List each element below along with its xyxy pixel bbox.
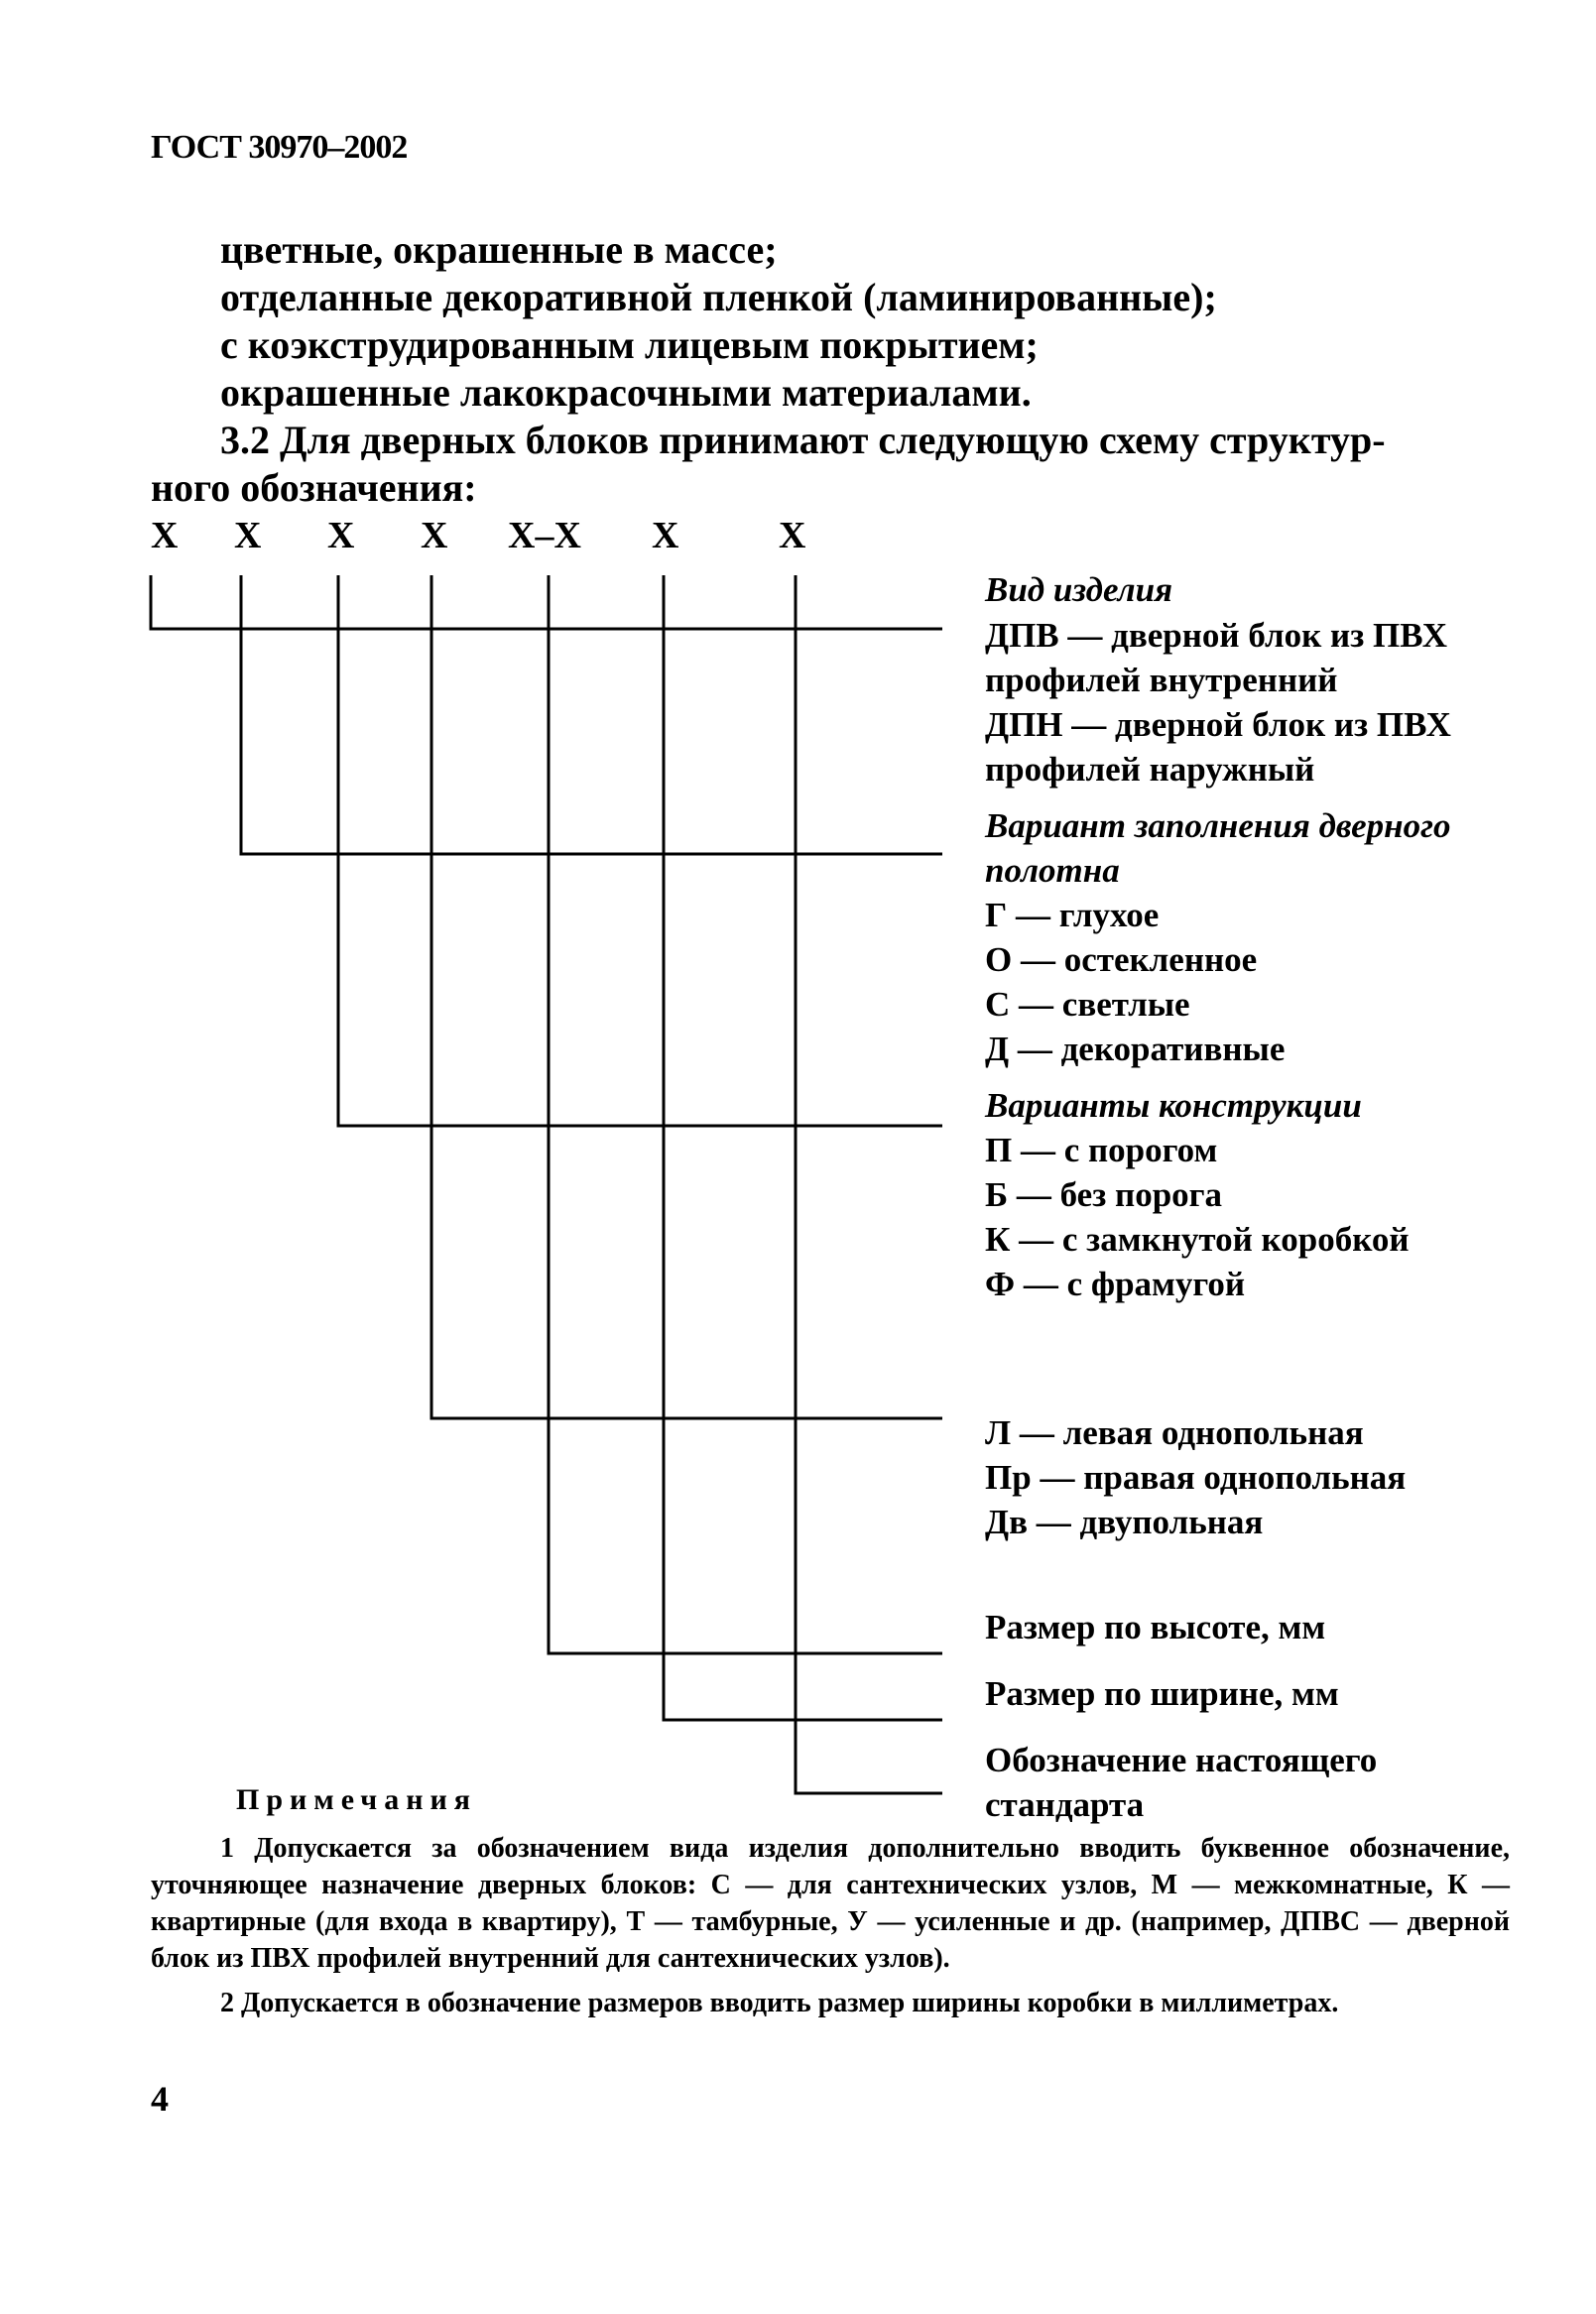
legend-item: Дв — двупольная [985, 1503, 1264, 1541]
scheme-symbol: X [327, 515, 355, 556]
legend-width: Размер по ширине, мм [985, 1674, 1339, 1713]
legend-item: С — светлые [985, 985, 1190, 1024]
legend-item: К — с замкнутой коробкой [985, 1220, 1410, 1259]
intro-line-4: окрашенные лакокрасочными материалами. [220, 370, 1032, 415]
notes-title: Примечания [236, 1783, 478, 1816]
connector-width [664, 575, 942, 1720]
legend-design-heading: Варианты конструкции [985, 1086, 1362, 1125]
intro-line-3: с коэкструдированным лицевым покрытием; [220, 322, 1039, 367]
note-1: 1 Допускается за обозначением вида изделия дополнительно вводить буквенное обозначение, уточняющее назначение дверных блоков: С — для сантехнических узлов, М — межкомнатные, К — квартирные (для входа в квартиру), Т — тамбурные, У — усиленные и др. (например, ДПВС — дверной блок из ПВХ профилей внутренний для сантехнических узлов). [151, 1833, 1510, 1974]
legend-item: Л — левая однопольная [985, 1413, 1364, 1452]
page-number: 4 [151, 2079, 169, 2119]
document-header: ГОСТ 30970–2002 [151, 129, 408, 166]
intro-line-2: отделанные декоративной пленкой (ламинированные); [220, 275, 1217, 319]
legend-item: Пр — правая однопольная [985, 1458, 1407, 1497]
scheme-symbol: X–X [508, 515, 581, 556]
scheme-symbol: X [234, 515, 262, 556]
connector-filling [241, 575, 942, 854]
connector-height [549, 575, 942, 1653]
legend-item: Ф — с фрамугой [985, 1265, 1246, 1303]
legend-item-cont: профилей наружный [985, 750, 1315, 789]
legend-item: Г — глухое [985, 896, 1160, 934]
legend-standard-cont: стандарта [985, 1785, 1145, 1824]
legend-item: О — остекленное [985, 940, 1258, 979]
legend-height: Размер по высоте, мм [985, 1608, 1326, 1646]
legend-product-type-heading: Вид изделия [985, 570, 1173, 609]
connector-opening [431, 575, 942, 1418]
legend-item: Д — декоративные [985, 1030, 1286, 1068]
legend-filling-heading-cont: полотна [985, 851, 1120, 890]
legend-item: Б — без порога [985, 1175, 1223, 1214]
legend-item: ДПВ — дверной блок из ПВХ [985, 616, 1447, 655]
connector-product-type [151, 575, 942, 629]
note-2: 2 Допускается в обозначение размеров вводить размер ширины коробки в миллиметрах. [220, 1988, 1339, 2018]
scheme-symbol: X [652, 515, 679, 556]
scheme-symbol: X [151, 515, 179, 556]
legend-item-cont: профилей внутренний [985, 661, 1338, 699]
connector-design [338, 575, 942, 1126]
intro-line-1: цветные, окрашенные в массе; [220, 227, 778, 272]
legend-filling-heading: Вариант заполнения дверного [985, 806, 1451, 845]
scheme-symbol: X [779, 515, 806, 556]
legend-item: ДПН — дверной блок из ПВХ [985, 705, 1451, 744]
legend-standard: Обозначение настоящего [985, 1741, 1378, 1779]
clause-line-2: ного обозначения: [151, 465, 477, 510]
legend-item: П — с порогом [985, 1131, 1218, 1169]
connector-standard [796, 575, 942, 1793]
scheme-symbol: X [421, 515, 448, 556]
clause-line-1: 3.2 Для дверных блоков принимают следующую схему структур- [220, 418, 1386, 462]
